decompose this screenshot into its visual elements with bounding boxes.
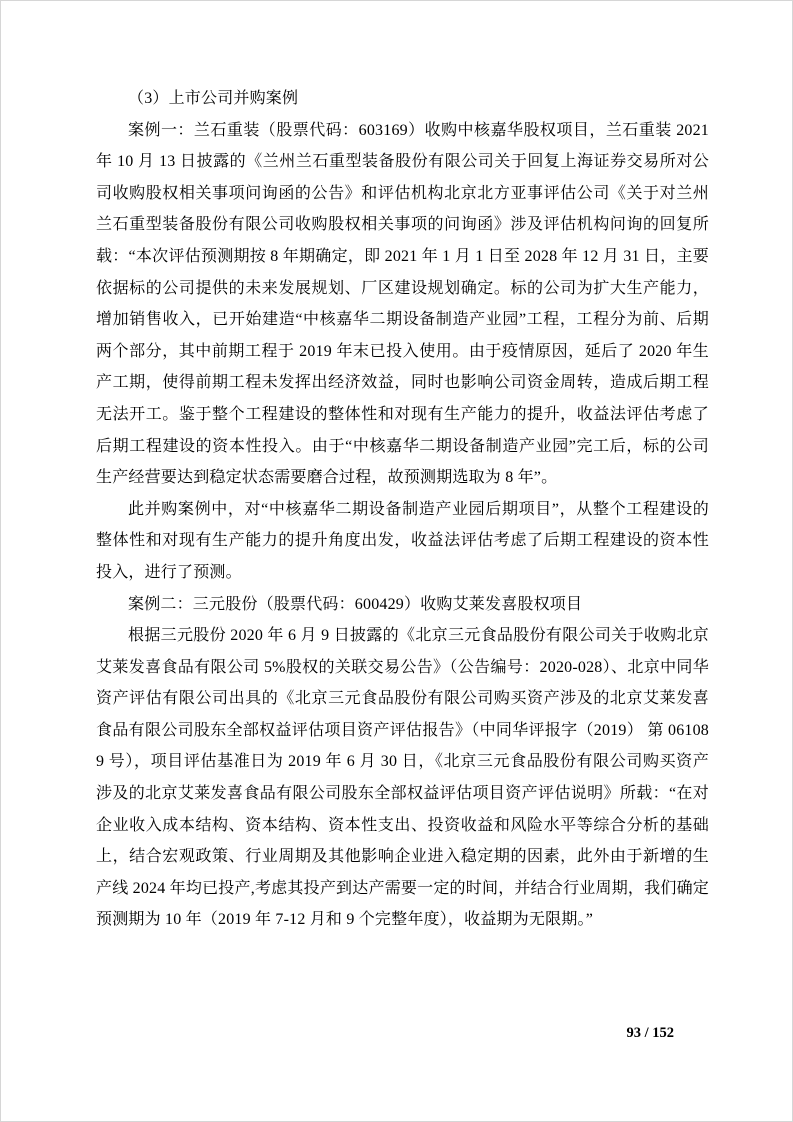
body-paragraph-case2-heading: 案例二：三元股份（股票代码：600429）收购艾莱发喜股权项目 xyxy=(128,595,583,613)
section-heading: （3）上市公司并购案例 xyxy=(128,90,299,107)
document-body xyxy=(96,83,709,936)
body-paragraph-case2: 根据三元股份 2020 年 6 月 9 日披露的《北京三元食品股份有限公司关于收购北京艾莱发喜食品有限公司 5%股权的关联交易公告》（公告编号：2020-028）、北京中同华资产评估有限公司出具的《北京三元食品股份有限公司购买资产涉及的北京艾莱发喜食品有限公司股东全部权益评估项目资产评估报告》（中同华评报字（2019） 第 061089 号），项目评估基准日为 2019 年 6 月 30 日，《北京三元食品股份有限公司购买资产涉及的北京艾莱发喜食品有限公司股东全部权益评估项目资产评估说明》所载：“在对企业收入成本结构、资本结构、资本性支出、投资收益和风险水平等综合分析的基础上，结合宏观政策、行业周期及其他影响企业进入稳定期的因素，此外由于新增的生产线 2024 年均已投产,考虑其投产到达产需要一定的时间，并结合行业周期，我们确定预测期为 10 年（2019 年 7-12 月和 9 个完整年度），收益期为无限期。” xyxy=(96,627,709,929)
body-paragraph-case1: 案例一：兰石重装（股票代码：603169）收购中核嘉华股权项目，兰石重装 2021 年 10 月 13 日披露的《兰州兰石重型装备股份有限公司关于回复上海证券交易所对公司收购股权相关事项问询函的公告》和评估机构北京北方亚事评估公司《关于对兰州兰石重型装备股份有限公司收购股权相关事项的问询函》涉及评估机构问询的回复所载：“本次评估预测期按 8 年期确定，即 2021 年 1 月 1 日至 2028 年 12 月 31 日，主要依据标的公司提供的未来发展规划、厂区建设规划确定。标的公司为扩大生产能力，增加销售收入，已开始建造“中核嘉华二期设备制造产业园”工程，工程分为前、后期两个部分，其中前期工程于 2019 年末已投入使用。由于疫情原因，延后了 2020 年生产工期，使得前期工程未发挥出经济效益，同时也影响公司资金周转，造成后期工程无法开工。鉴于整个工程建设的整体性和对现有生产能力的提升，收益法评估考虑了后期工程建设的资本性投入。由于“中核嘉华二期设备制造产业园”完工后，标的公司生产经营要达到稳定状态需要磨合过程，故预测期选取为 8 年”。 xyxy=(96,121,709,487)
body-paragraph-case1-summary: 此并购案例中，对“中核嘉华二期设备制造产业园后期项目”，从整个工程建设的整体性和对现有生产能力的提升角度出发，收益法评估考虑了后期工程建设的资本性投入，进行了预测。 xyxy=(96,500,709,581)
page-number: 93 / 152 xyxy=(626,1025,674,1041)
